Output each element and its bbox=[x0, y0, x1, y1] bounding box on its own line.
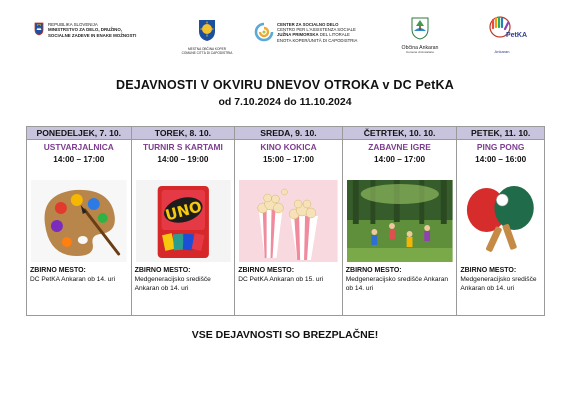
meeting-point bbox=[238, 266, 340, 284]
day-column-wednesday bbox=[235, 127, 343, 315]
activity-name: KINO KOKICA bbox=[260, 142, 317, 152]
meeting-text: DC PetKA Ankaran ob 15. uri bbox=[238, 276, 324, 283]
petka-sub: Ankaran bbox=[494, 49, 510, 54]
free-activities-note: VSE DEJAVNOSTI SO BREZPLAČNE! bbox=[191, 329, 379, 341]
day-header: SREDA, 9. 10. bbox=[235, 127, 342, 140]
meeting-point bbox=[135, 266, 233, 293]
ankaran-sub: Comune di Ancarano bbox=[405, 50, 435, 54]
meeting-point bbox=[346, 266, 455, 293]
activity-time: 14:00 – 17:00 bbox=[374, 155, 426, 164]
csd-line-3b: DEL LITORALE bbox=[318, 32, 350, 38]
petka-logo bbox=[482, 14, 528, 55]
ministry-line-3: SOCIALNE ZADEVE IN ENAKE MOŽNOSTI bbox=[48, 32, 137, 38]
ankaran-crest-icon bbox=[410, 16, 430, 40]
ping-pong-image bbox=[461, 180, 540, 262]
meeting-label: ZBIRNO MESTO: bbox=[460, 267, 517, 274]
petka-logo-text: PetKA bbox=[506, 32, 528, 39]
koper-line-1: MESTNA OBČINA KOPER bbox=[187, 47, 227, 51]
petka-hand-icon bbox=[484, 14, 528, 44]
csd-line-4: ENOTA KOPER/UNITÀ DI CAPODISTRIA bbox=[277, 37, 358, 43]
popcorn-image bbox=[239, 180, 338, 262]
paint-palette-image bbox=[31, 180, 127, 262]
meeting-text: Medgeneracijsko središče Ankaran ob 14. uri bbox=[345, 276, 449, 292]
ankaran-logo bbox=[394, 16, 446, 55]
activity-time: 15:00 – 17:00 bbox=[262, 155, 314, 164]
day-header: ČETRTEK, 10. 10. bbox=[343, 127, 457, 140]
page-title: DEJAVNOSTI V OKVIRU DNEVOV OTROKA v DC PetKA bbox=[115, 78, 454, 92]
day-column-thursday bbox=[343, 127, 458, 315]
day-column-monday bbox=[27, 127, 132, 315]
day-column-tuesday bbox=[132, 127, 236, 315]
activity-name: USTVARJALNICA bbox=[43, 142, 114, 152]
activity-time: 14:00 – 17:00 bbox=[53, 155, 105, 164]
meeting-label: ZBIRNO MESTO: bbox=[238, 267, 295, 274]
meeting-label: ZBIRNO MESTO: bbox=[30, 267, 86, 274]
schedule-table bbox=[26, 126, 545, 316]
activity-time: 14:00 – 16:00 bbox=[475, 155, 527, 164]
meeting-text: DC PetKA Ankaran ob 14. uri bbox=[30, 276, 116, 283]
meeting-text: Medgeneracijsko središče Ankaran ob 14. uri bbox=[460, 276, 537, 292]
day-header: PETEK, 11. 10. bbox=[457, 127, 544, 140]
activity-name: ZABAVNE IGRE bbox=[368, 142, 431, 152]
page-subtitle: od 7.10.2024 do 11.10.2024 bbox=[218, 96, 352, 108]
kids-playing-image bbox=[347, 180, 453, 262]
slovenia-coat-of-arms-icon bbox=[34, 22, 44, 36]
slovenia-ministry-logo bbox=[34, 22, 136, 38]
logo-strip bbox=[0, 14, 570, 64]
meeting-label: ZBIRNO MESTO: bbox=[134, 267, 191, 274]
uno-cards-image bbox=[136, 180, 231, 262]
koper-line-2: COMUNE CITTÀ DI CAPODISTRIA bbox=[181, 51, 233, 55]
day-column-friday bbox=[457, 127, 544, 315]
ankaran-name: Občina Ankaran bbox=[401, 45, 439, 51]
meeting-label: ZBIRNO MESTO: bbox=[345, 267, 402, 274]
uno-logo-text: UNO bbox=[162, 197, 204, 225]
day-header: TOREK, 8. 10. bbox=[132, 127, 235, 140]
meeting-point bbox=[460, 266, 542, 293]
csd-line-3: JUŽNA PRIMORSKA bbox=[277, 32, 319, 38]
day-header: PONEDELJEK, 7. 10. bbox=[27, 127, 131, 140]
ministry-line-1: REPUBLIKA SLOVENIJA bbox=[48, 22, 98, 27]
koper-crest-icon bbox=[197, 18, 217, 42]
activity-name: TURNIR S KARTAMI bbox=[142, 142, 223, 152]
meeting-text: Medgeneracijsko središče Ankaran ob 14. uri bbox=[134, 276, 211, 292]
csd-swirl-icon bbox=[254, 22, 274, 42]
csd-logo bbox=[254, 22, 357, 43]
meeting-point bbox=[30, 266, 129, 284]
activity-time: 14:00 – 19:00 bbox=[157, 155, 209, 164]
koper-logo bbox=[176, 18, 238, 55]
ministry-line-2: MINISTRSTVO ZA DELO, DRUŽINO, bbox=[48, 27, 122, 33]
csd-line-2: CENTRO PER L'ASSISTENZA SOCIALE bbox=[277, 27, 356, 33]
activity-name: PING PONG bbox=[476, 142, 525, 152]
csd-line-1: CENTER ZA SOCIALNO DELO bbox=[277, 22, 339, 27]
